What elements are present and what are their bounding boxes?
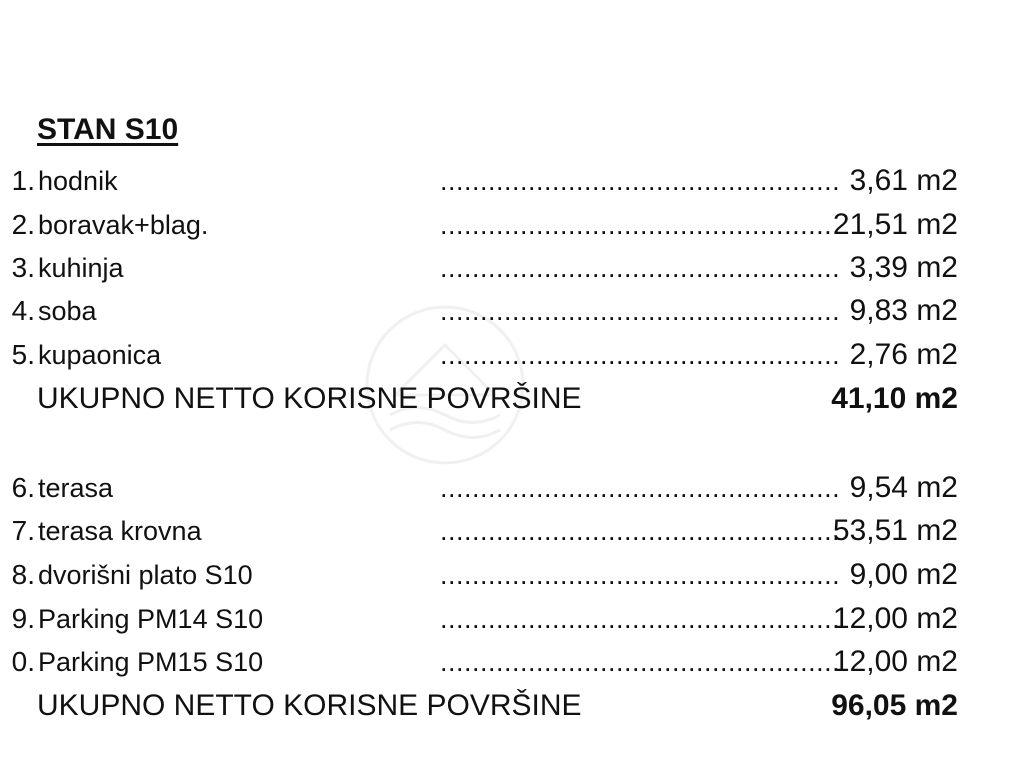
dot-leader: ..................................................: [440, 340, 841, 370]
dot-leader: ..................................................: [440, 604, 841, 634]
room-label: Parking PM14 S10: [38, 604, 264, 634]
area-value: 9,54 m2: [849, 471, 958, 504]
dot-leader: ..................................................: [440, 516, 841, 546]
total-value: 96,05 m2: [831, 689, 958, 722]
room-label: kupaonica: [38, 340, 162, 370]
room-label: boravak+blag.: [38, 210, 209, 240]
room-label: terasa krovna: [38, 516, 202, 546]
room-label: soba: [38, 296, 97, 326]
list-item: [0, 599, 1024, 639]
dot-leader: ..................................................: [440, 253, 841, 283]
item-number: 0.: [11, 646, 35, 677]
item-number: 9.: [11, 603, 35, 634]
dot-leader: ..................................................: [440, 647, 841, 677]
total-label: UKUPNO NETTO KORISNE POVRŠINE: [37, 689, 582, 722]
area-value: 9,83 m2: [849, 294, 958, 327]
item-number: 1.: [11, 165, 35, 196]
room-label: hodnik: [38, 166, 118, 196]
list-item: [0, 642, 1024, 682]
list-item: [0, 468, 1024, 508]
list-item: [0, 555, 1024, 595]
area-value: 3,39 m2: [849, 251, 958, 284]
total-row: [0, 686, 1024, 726]
area-value: 9,00 m2: [849, 558, 958, 591]
dot-leader: ..................................................: [440, 473, 841, 503]
dot-leader: ..................................................: [440, 560, 841, 590]
dot-leader: ..................................................: [440, 210, 841, 240]
item-number: 3.: [11, 252, 35, 283]
room-label: kuhinja: [38, 253, 124, 283]
total-row: [0, 379, 1024, 419]
list-item: [0, 161, 1024, 201]
area-value: 12,00 m2: [832, 645, 958, 678]
item-number: 6.: [11, 472, 35, 503]
item-number: 5.: [11, 339, 35, 370]
dot-leader: ..................................................: [440, 296, 841, 326]
area-value: 21,51 m2: [832, 208, 958, 241]
room-label: terasa: [38, 473, 114, 503]
area-value: 53,51 m2: [832, 514, 958, 547]
room-label: dvorišni plato S10: [38, 560, 253, 590]
list-item: [0, 335, 1024, 375]
area-value: 12,00 m2: [832, 602, 958, 635]
total-value: 41,10 m2: [831, 382, 958, 415]
item-number: 2.: [11, 209, 35, 240]
list-item: [0, 511, 1024, 551]
total-label: UKUPNO NETTO KORISNE POVRŠINE: [37, 382, 582, 415]
room-label: Parking PM15 S10: [38, 647, 264, 677]
list-item: [0, 291, 1024, 331]
item-number: 4.: [11, 295, 35, 326]
dot-leader: ..................................................: [440, 166, 841, 196]
page-title: STAN S10: [37, 113, 179, 146]
item-number: 7.: [11, 515, 35, 546]
item-number: 8.: [11, 559, 35, 590]
list-item: [0, 248, 1024, 288]
area-value: 3,61 m2: [849, 164, 958, 197]
area-value: 2,76 m2: [849, 338, 958, 371]
list-item: [0, 205, 1024, 245]
